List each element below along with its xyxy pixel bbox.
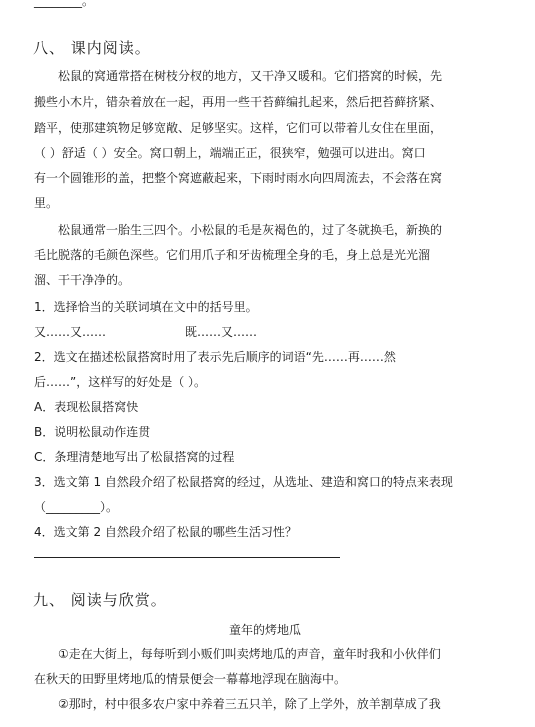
question-2-line-1: 2．选文在描述松鼠搭窝时用了表示先后顺序的词语“先……再……然 <box>34 350 396 364</box>
question-2-option-b: B．说明松鼠动作连贯 <box>34 425 151 439</box>
article-paragraph-2-line-1: ②那时，村中很多农户家中养着三五只羊，除了上学外，放羊割草成了我 <box>58 697 441 711</box>
answer-line <box>34 557 340 558</box>
paragraph-1-line-3: 踏平，使那建筑物足够宽敞、足够坚实。这样，它们可以带着儿女住在里面， <box>34 121 443 135</box>
question-4: 4．选文第 2 自然段介绍了松鼠的哪些生活习性？ <box>34 525 297 539</box>
paragraph-2-line-3: 溜、干干净净的。 <box>34 273 131 287</box>
paragraph-1-line-2: 搬些小木片，错杂着放在一起，再用一些干苔藓编扎起来，然后把苔藓挤紧、 <box>34 95 443 109</box>
paragraph-2-line-1: 松鼠通常一胎生三四个。小松鼠的毛是灰褐色的，过了冬就换毛，新换的 <box>58 223 443 237</box>
article-paragraph-1-line-1: ①走在大街上，每每听到小贩们叫卖烤地瓜的声音，童年时我和小伙伴们 <box>58 647 441 661</box>
question-1-option-b: 既……又…… <box>185 325 258 339</box>
section-8-heading: 八、 课内阅读。 <box>33 39 151 57</box>
question-2-option-c: C．条理清楚地写出了松鼠搭窝的过程 <box>34 450 235 464</box>
paragraph-1-line-5: 有一个圆锥形的盖，把整个窝遮蔽起来，下雨时雨水向四周流去，不会落在窝 <box>34 171 443 185</box>
question-1-option-a: 又……又…… <box>34 325 107 339</box>
section-9-heading: 九、 阅读与欣赏。 <box>33 591 167 609</box>
paragraph-2-line-2: 毛比脱落的毛颜色深些。它们用爪子和牙齿梳理全身的毛，身上总是光光溜 <box>34 248 431 262</box>
question-2-line-2: 后……”，这样写的好处是（ ）。 <box>34 375 207 389</box>
article-title: 童年的烤地瓜 <box>229 623 302 637</box>
previous-answer-fragment: ________。 <box>34 0 95 8</box>
paragraph-1-line-4: （ ）舒适（ ）安全。窝口朝上，端端正正，很狭窄，勉强可以进出。窝口 <box>34 146 426 160</box>
article-paragraph-1-line-2: 在秋天的田野里烤地瓜的情景便会一幕幕地浮现在脑海中。 <box>34 672 347 686</box>
question-1: 1．选择恰当的关联词填在文中的括号里。 <box>34 300 258 314</box>
question-3-line-1: 3．选文第 1 自然段介绍了松鼠搭窝的经过，从选址、建造和窝口的特点来表现 <box>34 475 453 489</box>
question-2-option-a: A．表现松鼠搭窝快 <box>34 400 139 414</box>
paragraph-1-line-1: 松鼠的窝通常搭在树枝分杈的地方，又干净又暖和。它们搭窝的时候，先 <box>58 69 443 83</box>
paragraph-1-line-6: 里。 <box>34 196 59 210</box>
question-3-line-2: （_________）。 <box>34 500 119 514</box>
